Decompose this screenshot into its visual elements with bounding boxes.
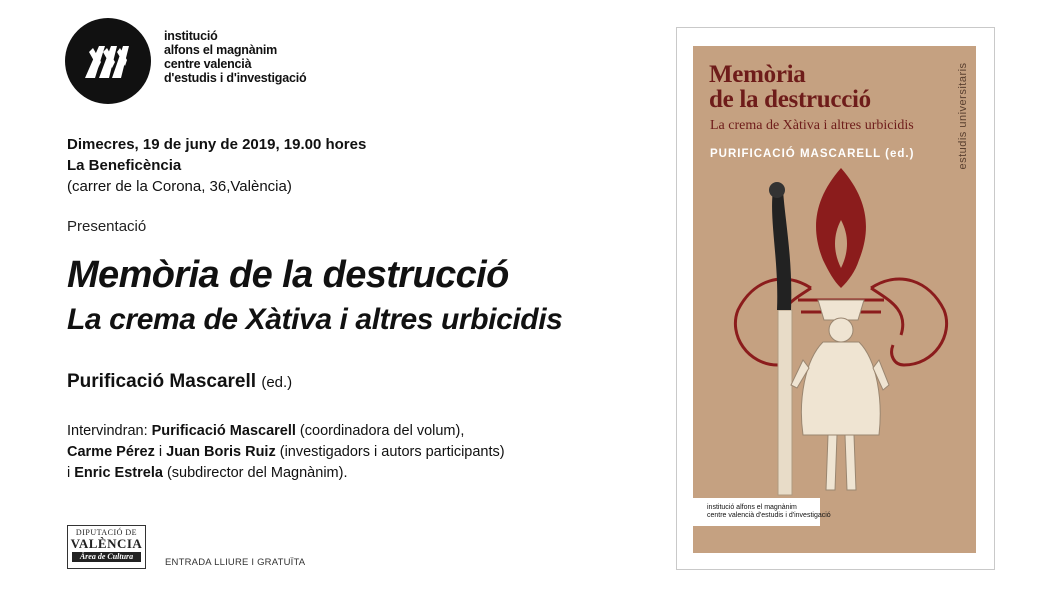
speaker-join: i [154, 444, 167, 460]
paper-figure-icon [791, 300, 889, 490]
org-line: d'estudis i d'investigació [164, 71, 307, 85]
cover-author: PURIFICACIÓ MASCARELL (ed.) [710, 148, 915, 160]
org-line: institució [164, 29, 218, 43]
speaker-line [67, 442, 505, 463]
cover-title-line: Memòria [709, 61, 806, 88]
speaker-prefix: i [67, 465, 75, 481]
dipu-line: VALÈNCIA [70, 536, 143, 551]
event-address: (carrer de la Corona, 36,València) [67, 178, 292, 195]
dipu-line: Àrea de Cultura [72, 552, 141, 562]
speakers-intro: Intervindran: [67, 423, 152, 439]
event-info [67, 134, 366, 197]
speaker-name: Carme Pérez [67, 444, 155, 460]
speaker-name: Juan Boris Ruiz [166, 444, 276, 460]
cover-title-line: de la destrucció [709, 86, 871, 113]
publisher-line: centre valencià d'estudis i d'investigació [707, 512, 831, 519]
org-line: centre valencià [164, 57, 252, 71]
editor-role: (ed.) [261, 374, 293, 391]
institution-logo [65, 18, 151, 104]
editor-name: Purificació Mascarell [67, 371, 257, 392]
entrance-note: ENTRADA LLIURE I GRATUÏTA [165, 557, 306, 568]
event-venue: La Beneficència [67, 157, 182, 174]
speaker-role: (investigadors i autors participants) [275, 444, 505, 460]
speaker-line [67, 421, 505, 442]
event-kind: Presentació [67, 218, 147, 235]
cover-illustration [693, 160, 976, 500]
institution-name [164, 29, 306, 85]
logo-mark-icon [65, 18, 151, 104]
publisher-line: institució alfons el magnànim [707, 504, 797, 511]
cover-title [709, 62, 871, 112]
cover-series [950, 46, 976, 186]
speaker-role: (coordinadora del volum), [295, 423, 465, 439]
cover-publisher [693, 498, 831, 526]
diputacio-logo [67, 525, 146, 569]
book-editor [67, 371, 292, 393]
burnt-match-icon [772, 190, 791, 310]
speaker-name: Enric Estrela [74, 465, 163, 481]
match-stick [778, 310, 792, 495]
speakers-list [67, 421, 505, 484]
speaker-line [67, 463, 505, 484]
event-date: Dimecres, 19 de juny de 2019, 19.00 hores [67, 136, 367, 153]
book-subtitle: La crema de Xàtiva i altres urbicidis [67, 303, 563, 336]
org-line: alfons el magnànim [164, 43, 278, 57]
series-label: estudis universitaris [957, 62, 969, 170]
cover-subtitle: La crema de Xàtiva i altres urbicidis [710, 118, 914, 133]
dipu-line: DIPUTACIÓ DE [75, 528, 138, 537]
book-title: Memòria de la destrucció [67, 254, 509, 296]
speaker-name: Purificació Mascarell [151, 423, 296, 439]
speaker-role: (subdirector del Magnànim). [162, 465, 348, 481]
